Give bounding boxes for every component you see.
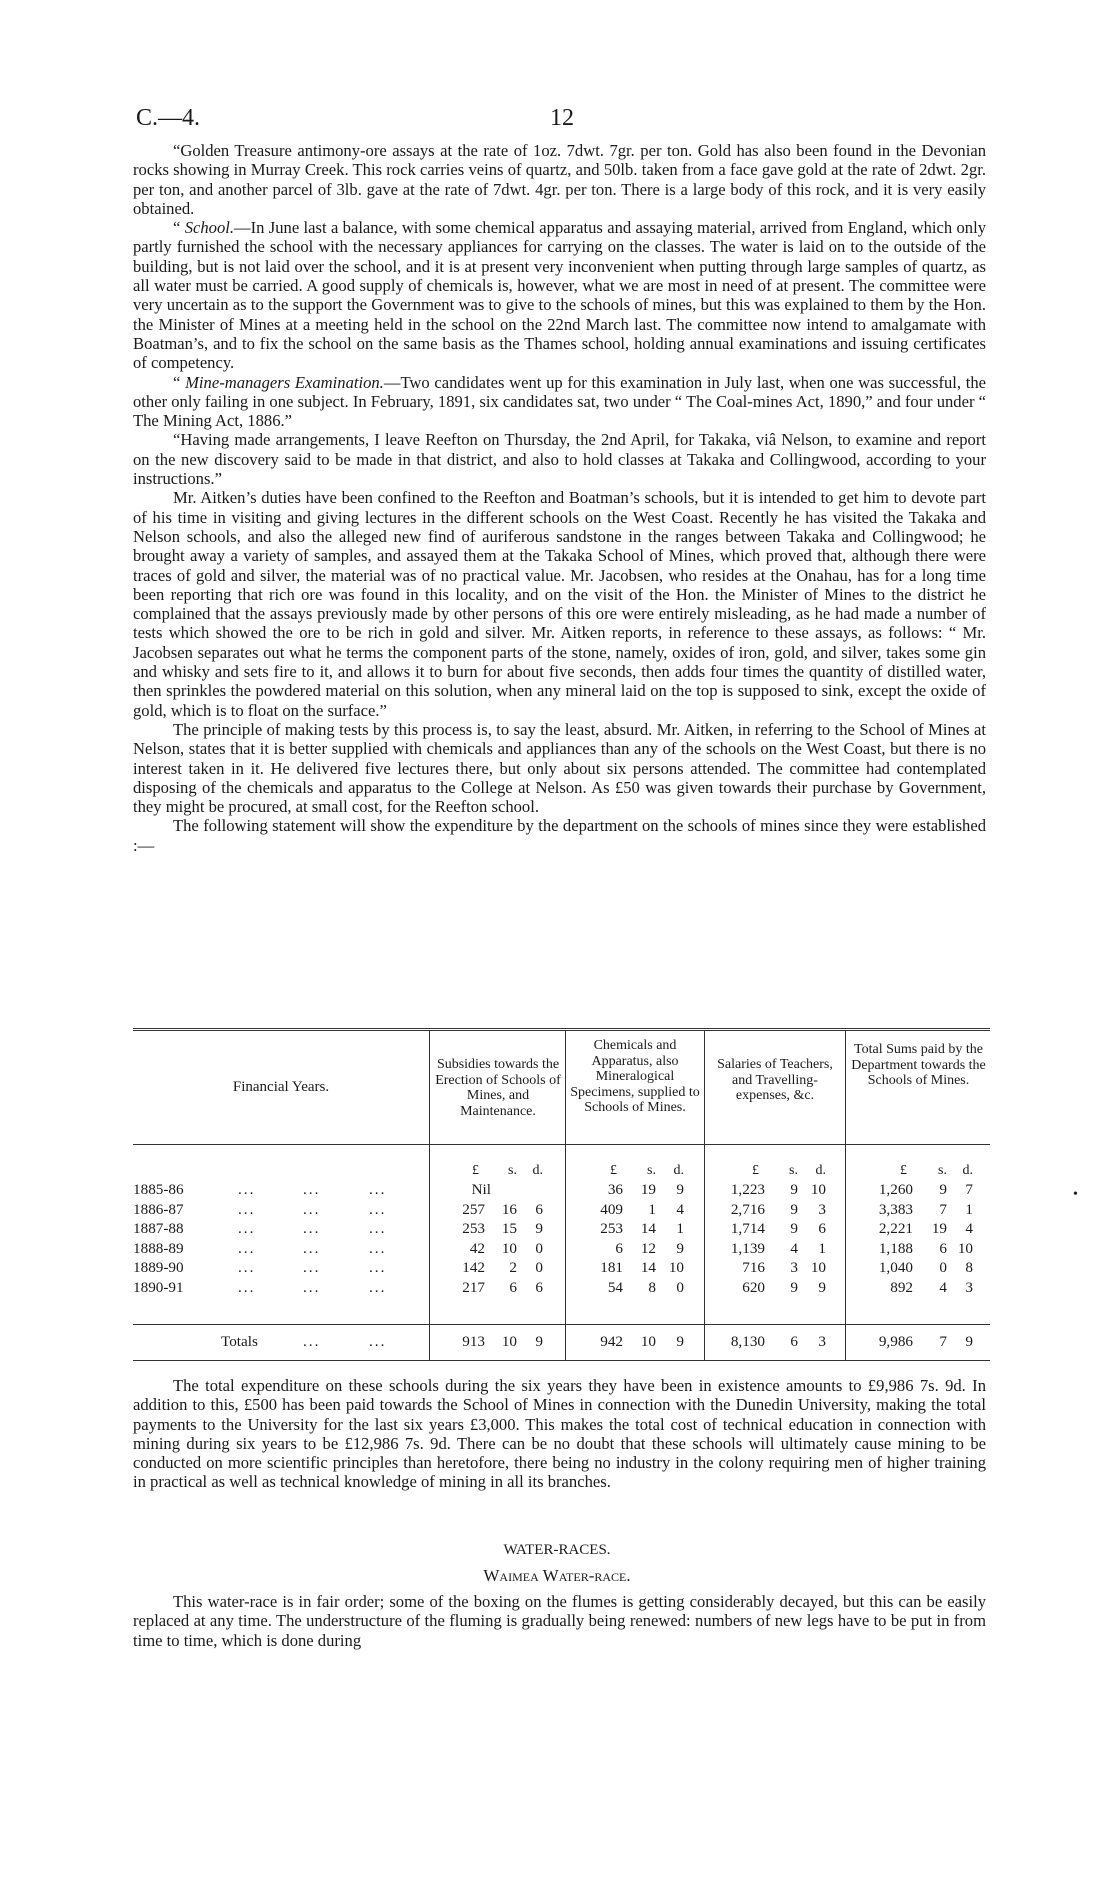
expenditure-table	[133, 1028, 990, 1362]
cell-pence: 0	[676, 1278, 684, 1296]
table-header-rule	[133, 1144, 990, 1145]
cell-pence: 3	[965, 1278, 973, 1296]
margin-mark: •	[1073, 1187, 1078, 1202]
cell-pounds: 54	[607, 1278, 623, 1296]
unit-pence: d.	[962, 1163, 973, 1178]
cell-pence: 10	[810, 1259, 826, 1276]
section-heading: WATER-RACES.	[503, 1542, 611, 1558]
cell-pence: 10	[810, 1181, 826, 1198]
cell-pounds: 1,223	[730, 1181, 765, 1198]
leader-dots: ...	[238, 1259, 256, 1276]
cell-pence: 9	[676, 1181, 684, 1198]
table-divider	[704, 1030, 705, 1360]
cell-pence: 3	[818, 1200, 826, 1218]
cell-shillings: 1	[648, 1200, 656, 1218]
cell-shillings: 14	[640, 1259, 656, 1276]
cell-shillings: 14	[640, 1220, 656, 1237]
cell-shillings: 4	[790, 1239, 798, 1257]
cell-pounds: Nil	[471, 1181, 491, 1198]
cell-shillings: 8	[648, 1278, 656, 1296]
cell-pounds: 1,040	[878, 1259, 913, 1276]
year-label: 1886-87	[133, 1200, 184, 1218]
col-header-subsidies: Subsidies towards the Erection of Schools of Mines, and Maintenance.	[435, 1057, 561, 1119]
cell-pounds: 36	[607, 1181, 623, 1198]
unit-pound: £	[752, 1163, 759, 1178]
cell-pence: 9	[676, 1239, 684, 1257]
cell-pounds: 1,139	[730, 1239, 765, 1257]
leader-dots: ...	[238, 1239, 256, 1257]
cell-pounds: 2,221	[878, 1220, 913, 1237]
leader-dots: ...	[369, 1278, 387, 1296]
paragraph-total-expenditure: The total expenditure on these schools during the six years they have been in existence amounts to £9,986 7s. 9d. In addition to this, £500 has been paid towards the School of Mines in connection with the Dunedin University, making the total payments to the University for the last six years £3,000. This makes the total cost of technical education in connection with mining during six years to be £12,986 7s. 9d. There can be no doubt that these schools will ultimately cause mining to be conducted on more scientific principles than heretofore, there being no industry in the colony requiring men of higher training in practical as well as technical knowledge of mining in all its branches.	[133, 1376, 986, 1492]
cell-pence: 4	[965, 1220, 973, 1237]
col-header-salaries: Salaries of Teachers, and Travelling-expenses, &c.	[717, 1057, 833, 1103]
cell-shillings: 2	[509, 1259, 517, 1276]
unit-shilling: s.	[647, 1163, 656, 1178]
unit-pence: d.	[815, 1163, 826, 1178]
cell-shillings: 7	[939, 1200, 947, 1218]
cell-pence: 1	[818, 1239, 826, 1257]
cell-pence: 9	[818, 1278, 826, 1296]
cell-pounds: 892	[890, 1278, 913, 1296]
leader-dots: ...	[369, 1239, 387, 1257]
table-bottom-rule	[133, 1360, 990, 1361]
leader-dots: ...	[303, 1333, 321, 1350]
cell-shillings: 9	[790, 1278, 798, 1296]
leader-dots: ...	[238, 1181, 256, 1198]
cell-shillings: 0	[939, 1259, 947, 1276]
leader-dots: ...	[303, 1220, 321, 1237]
unit-pound: £	[900, 1163, 907, 1178]
cell-shillings: 9	[939, 1181, 947, 1198]
cell-shillings: 4	[939, 1278, 947, 1296]
total-shillings: 10	[640, 1333, 656, 1350]
total-pounds: 942	[600, 1333, 623, 1350]
cell-pence: 4	[676, 1200, 684, 1218]
cell-pounds: 253	[600, 1220, 623, 1237]
cell-pounds: 6	[615, 1239, 623, 1257]
table-divider	[565, 1030, 566, 1360]
cell-shillings: 10	[501, 1239, 517, 1257]
cell-pounds: 620	[742, 1278, 765, 1296]
cell-pence: 1	[965, 1200, 973, 1218]
year-label: 1888-89	[133, 1239, 184, 1257]
cell-shillings: 19	[931, 1220, 947, 1237]
cell-shillings: 3	[790, 1259, 798, 1276]
paragraph-golden-treasure: “Golden Treasure antimony-ore assays at the rate of 1oz. 7dwt. 7gr. per ton. Gold has also been found in the Devonian rocks showing in Murray Creek. This rock carries veins of quartz, and 50lb. taken from a face gave gold at the rate of 2dwt. 2gr. per ton, and another parcel of 3lb. gave at the rate of 7dwt. 4gr. per ton. There is a large body of this rock, and it is very easily obtained.	[133, 141, 986, 218]
unit-pence: d.	[532, 1163, 543, 1178]
cell-pounds: 142	[462, 1259, 485, 1276]
cell-pence: 0	[535, 1259, 543, 1276]
cell-pounds: 1,260	[878, 1181, 913, 1198]
leader-dots: ...	[303, 1181, 321, 1198]
total-pence: 3	[818, 1333, 826, 1350]
cell-shillings: 6	[939, 1239, 947, 1257]
paragraph-school-text: —In June last a balance, with some chemical apparatus and assaying material, arrived from England, which only partly furnished the school with the necessary appliances for carrying on the classes. The water is laid on to the outside of the building, but is not laid over the school, and it is at present very inconvenient when putting through large samples of quartz, as all water must be carried. A good supply of chemicals is, however, what we are most in need of at present. The committee were very uncertain as to the support the Government was to give to the schools of mines, but this was explained to them by the Hon. the Minister of Mines at a meeting held in the school on the 22nd March last. The committee now intend to amalgamate with Boatman’s, and to fix the school on the same basis as the Thames school, holding annual examinations and issuing certificates of competency.	[133, 218, 986, 373]
body-text-after-table	[133, 1376, 986, 1492]
document-reference: C.—4.	[136, 105, 201, 131]
col-header-chemicals: Chemicals and Apparatus, also Mineralogical Specimens, supplied to Schools of Mines.	[570, 1038, 700, 1115]
page-number: 12	[550, 105, 574, 131]
subheading: Waimea Water-race.	[483, 1566, 631, 1585]
mine-managers-italic-lead: Mine-managers Examination.	[185, 372, 384, 392]
leader-dots: ...	[303, 1259, 321, 1276]
unit-pound: £	[610, 1163, 617, 1178]
unit-shilling: s.	[938, 1163, 947, 1178]
cell-pence: 6	[535, 1200, 543, 1218]
col-header-totals: Total Sums paid by the Department towards the Schools of Mines.	[851, 1042, 986, 1088]
cell-pence: 7	[965, 1181, 973, 1198]
cell-pounds: 253	[462, 1220, 485, 1237]
cell-pence: 8	[965, 1259, 973, 1276]
table-top-rule-double	[133, 1030, 990, 1031]
leader-dots: ...	[238, 1220, 256, 1237]
unit-shilling: s.	[789, 1163, 798, 1178]
unit-pound: £	[472, 1163, 479, 1178]
year-label: 1885-86	[133, 1181, 184, 1198]
table-totals-rule	[133, 1324, 990, 1325]
leader-dots: ...	[238, 1278, 256, 1296]
cell-pence: 9	[535, 1220, 543, 1237]
cell-pounds: 181	[600, 1259, 623, 1276]
cell-pounds: 716	[742, 1259, 765, 1276]
leader-dots: ...	[303, 1200, 321, 1218]
total-pence: 9	[965, 1333, 973, 1350]
totals-label: Totals	[221, 1333, 258, 1350]
cell-pounds: 257	[462, 1200, 485, 1218]
year-label: 1890-91	[133, 1278, 184, 1296]
cell-pounds: 1,188	[878, 1239, 913, 1257]
cell-pounds: 3,383	[878, 1200, 913, 1218]
year-label: 1889-90	[133, 1259, 184, 1276]
col-header-years: Financial Years.	[232, 1079, 330, 1095]
cell-pounds: 42	[469, 1239, 485, 1257]
total-pounds: 913	[462, 1333, 485, 1350]
total-shillings: 7	[939, 1333, 947, 1350]
leader-dots: ...	[238, 1200, 256, 1218]
total-pence: 9	[535, 1333, 543, 1350]
total-pounds: 9,986	[878, 1333, 913, 1350]
total-pounds: 8,130	[730, 1333, 765, 1350]
table-divider	[429, 1030, 430, 1360]
body-text-top	[133, 141, 986, 855]
cell-pence: 0	[535, 1239, 543, 1257]
unit-shilling: s.	[508, 1163, 517, 1178]
paragraph-principle: The principle of making tests by this process is, to say the least, absurd. Mr. Aitken, in referring to the School of Mines at Nelson, states that it is better supplied with chemicals and appliances than any of the schools on the West Coast, but there is no interest taken in it. He delivered five lectures there, but only about six persons attended. The committee had contemplated disposing of the chemicals and apparatus to the College at Nelson. As £50 was given towards their purchase by Government, they might be procured, at small cost, for the Reefton school.	[133, 719, 986, 817]
cell-pence: 10	[668, 1259, 684, 1276]
total-pence: 9	[676, 1333, 684, 1350]
year-label: 1887-88	[133, 1220, 184, 1237]
paragraph-waimea: This water-race is in fair order; some of the boxing on the flumes is getting considerably decayed, but this can be easily replaced at any time. The understructure of the fluming is gradually being renewed: numbers of new legs have to be put in from time to time, which is done during	[133, 1592, 986, 1650]
cell-shillings: 9	[790, 1220, 798, 1237]
cell-pence: 1	[676, 1220, 684, 1237]
cell-pounds: 409	[600, 1200, 623, 1218]
cell-shillings: 9	[790, 1181, 798, 1198]
cell-pounds: 1,714	[730, 1220, 765, 1237]
leader-dots: ...	[369, 1333, 387, 1350]
cell-pence: 6	[818, 1220, 826, 1237]
paragraph-arrangements: “Having made arrangements, I leave Reefton on Thursday, the 2nd April, for Takaka, viâ Nelson, to examine and report on the new discovery said to be made in that district, and also to hold classes at Takaka and Collingwood, according to your instructions.”	[133, 430, 986, 489]
table-top-rule	[133, 1028, 990, 1029]
cell-shillings: 19	[640, 1181, 656, 1198]
cell-pounds: 2,716	[730, 1200, 765, 1218]
leader-dots: ...	[369, 1220, 387, 1237]
leader-dots: ...	[369, 1200, 387, 1218]
leader-dots: ...	[303, 1278, 321, 1296]
cell-shillings: 6	[509, 1278, 517, 1296]
table-divider	[845, 1030, 846, 1360]
paragraph-mine-managers: “ Mine-managers Examination.—Two candidates went up for this examination in July last, when one was successful, the other only failing in one subject. In February, 1891, six candidates sat, two under “ The Coal-mines Act, 1890,” and four under “ The Mining Act, 1886.”	[133, 372, 987, 431]
cell-shillings: 15	[501, 1220, 517, 1237]
school-italic-lead: School.	[184, 218, 235, 238]
paragraph-aitken: Mr. Aitken’s duties have been confined to the Reefton and Boatman’s schools, but it is intended to get him to devote part of his time in visiting and giving lectures in the different schools on the West Coast. Recently he has visited the Takaka and Nelson schools, and also the alleged new find of auriferous sandstone in the ranges between Takaka and Collingwood; he brought away a variety of samples, and assayed them at the Takaka School of Mines, which proved that, although there were traces of gold and silver, the material was of no practical value. Mr. Jacobsen, who resides at the Onahau, has for a long time been reporting that rich ore was found in this locality, and on the visit of the Hon. the Minister of Mines to the district he complained that the assays previously made by other persons of this ore were entirely misleading, as he had made a number of tests which showed the ore to be rich in gold and silver. Mr. Aitken reports, in reference to these assays, as follows: “ Mr. Jacobsen separates out what he terms the component parts of the stone, namely, oxides of iron, gold, and silver, takes some gin and whisky and sets fire to it, and allows it to burn for about five seconds, then adds four times the quantity of distilled water, then sprinkles the powdered material on this solution, when any mineral laid on the top is supposed to sink, except the oxide of gold, which is to float on the surface.”	[133, 488, 986, 720]
paragraph-statement: The following statement will show the expenditure by the department on the schools of mines since they were established :—	[133, 816, 986, 855]
cell-pence: 6	[535, 1278, 543, 1296]
cell-shillings: 9	[790, 1200, 798, 1218]
body-text-bottom	[133, 1592, 986, 1650]
cell-shillings: 12	[640, 1239, 656, 1257]
total-shillings: 10	[501, 1333, 517, 1350]
leader-dots: ...	[369, 1259, 387, 1276]
cell-pounds: 217	[462, 1278, 485, 1296]
cell-shillings: 16	[501, 1200, 517, 1218]
unit-pence: d.	[673, 1163, 684, 1178]
leader-dots: ...	[303, 1239, 321, 1257]
total-shillings: 6	[790, 1333, 798, 1350]
leader-dots: ...	[369, 1181, 387, 1198]
paragraph-mine-managers-text: —Two candidates went up for this examination in July last, when one was successful, the other only failing in one subject. In February, 1891, six candidates sat, two under “ The Coal-mines Act, 1890,” and four under “ The Mining Act, 1886.”	[133, 372, 987, 431]
cell-pence: 10	[957, 1239, 973, 1257]
paragraph-school: “ School.—In June last a balance, with some chemical apparatus and assaying material, arrived from England, which only partly furnished the school with the necessary appliances for carrying on the classes. The water is laid on to the outside of the building, but is not laid over the school, and it is at present very inconvenient when putting through large samples of quartz, as all water must be carried. A good supply of chemicals is, however, what we are most in need of at present. The committee were very uncertain as to the support the Government was to give to the schools of mines, but this was explained to them by the Hon. the Minister of Mines at a meeting held in the school on the 22nd March last. The committee now intend to amalgamate with Boatman’s, and to fix the school on the same basis as the Thames school, holding annual examinations and issuing certificates of competency.	[133, 218, 986, 373]
